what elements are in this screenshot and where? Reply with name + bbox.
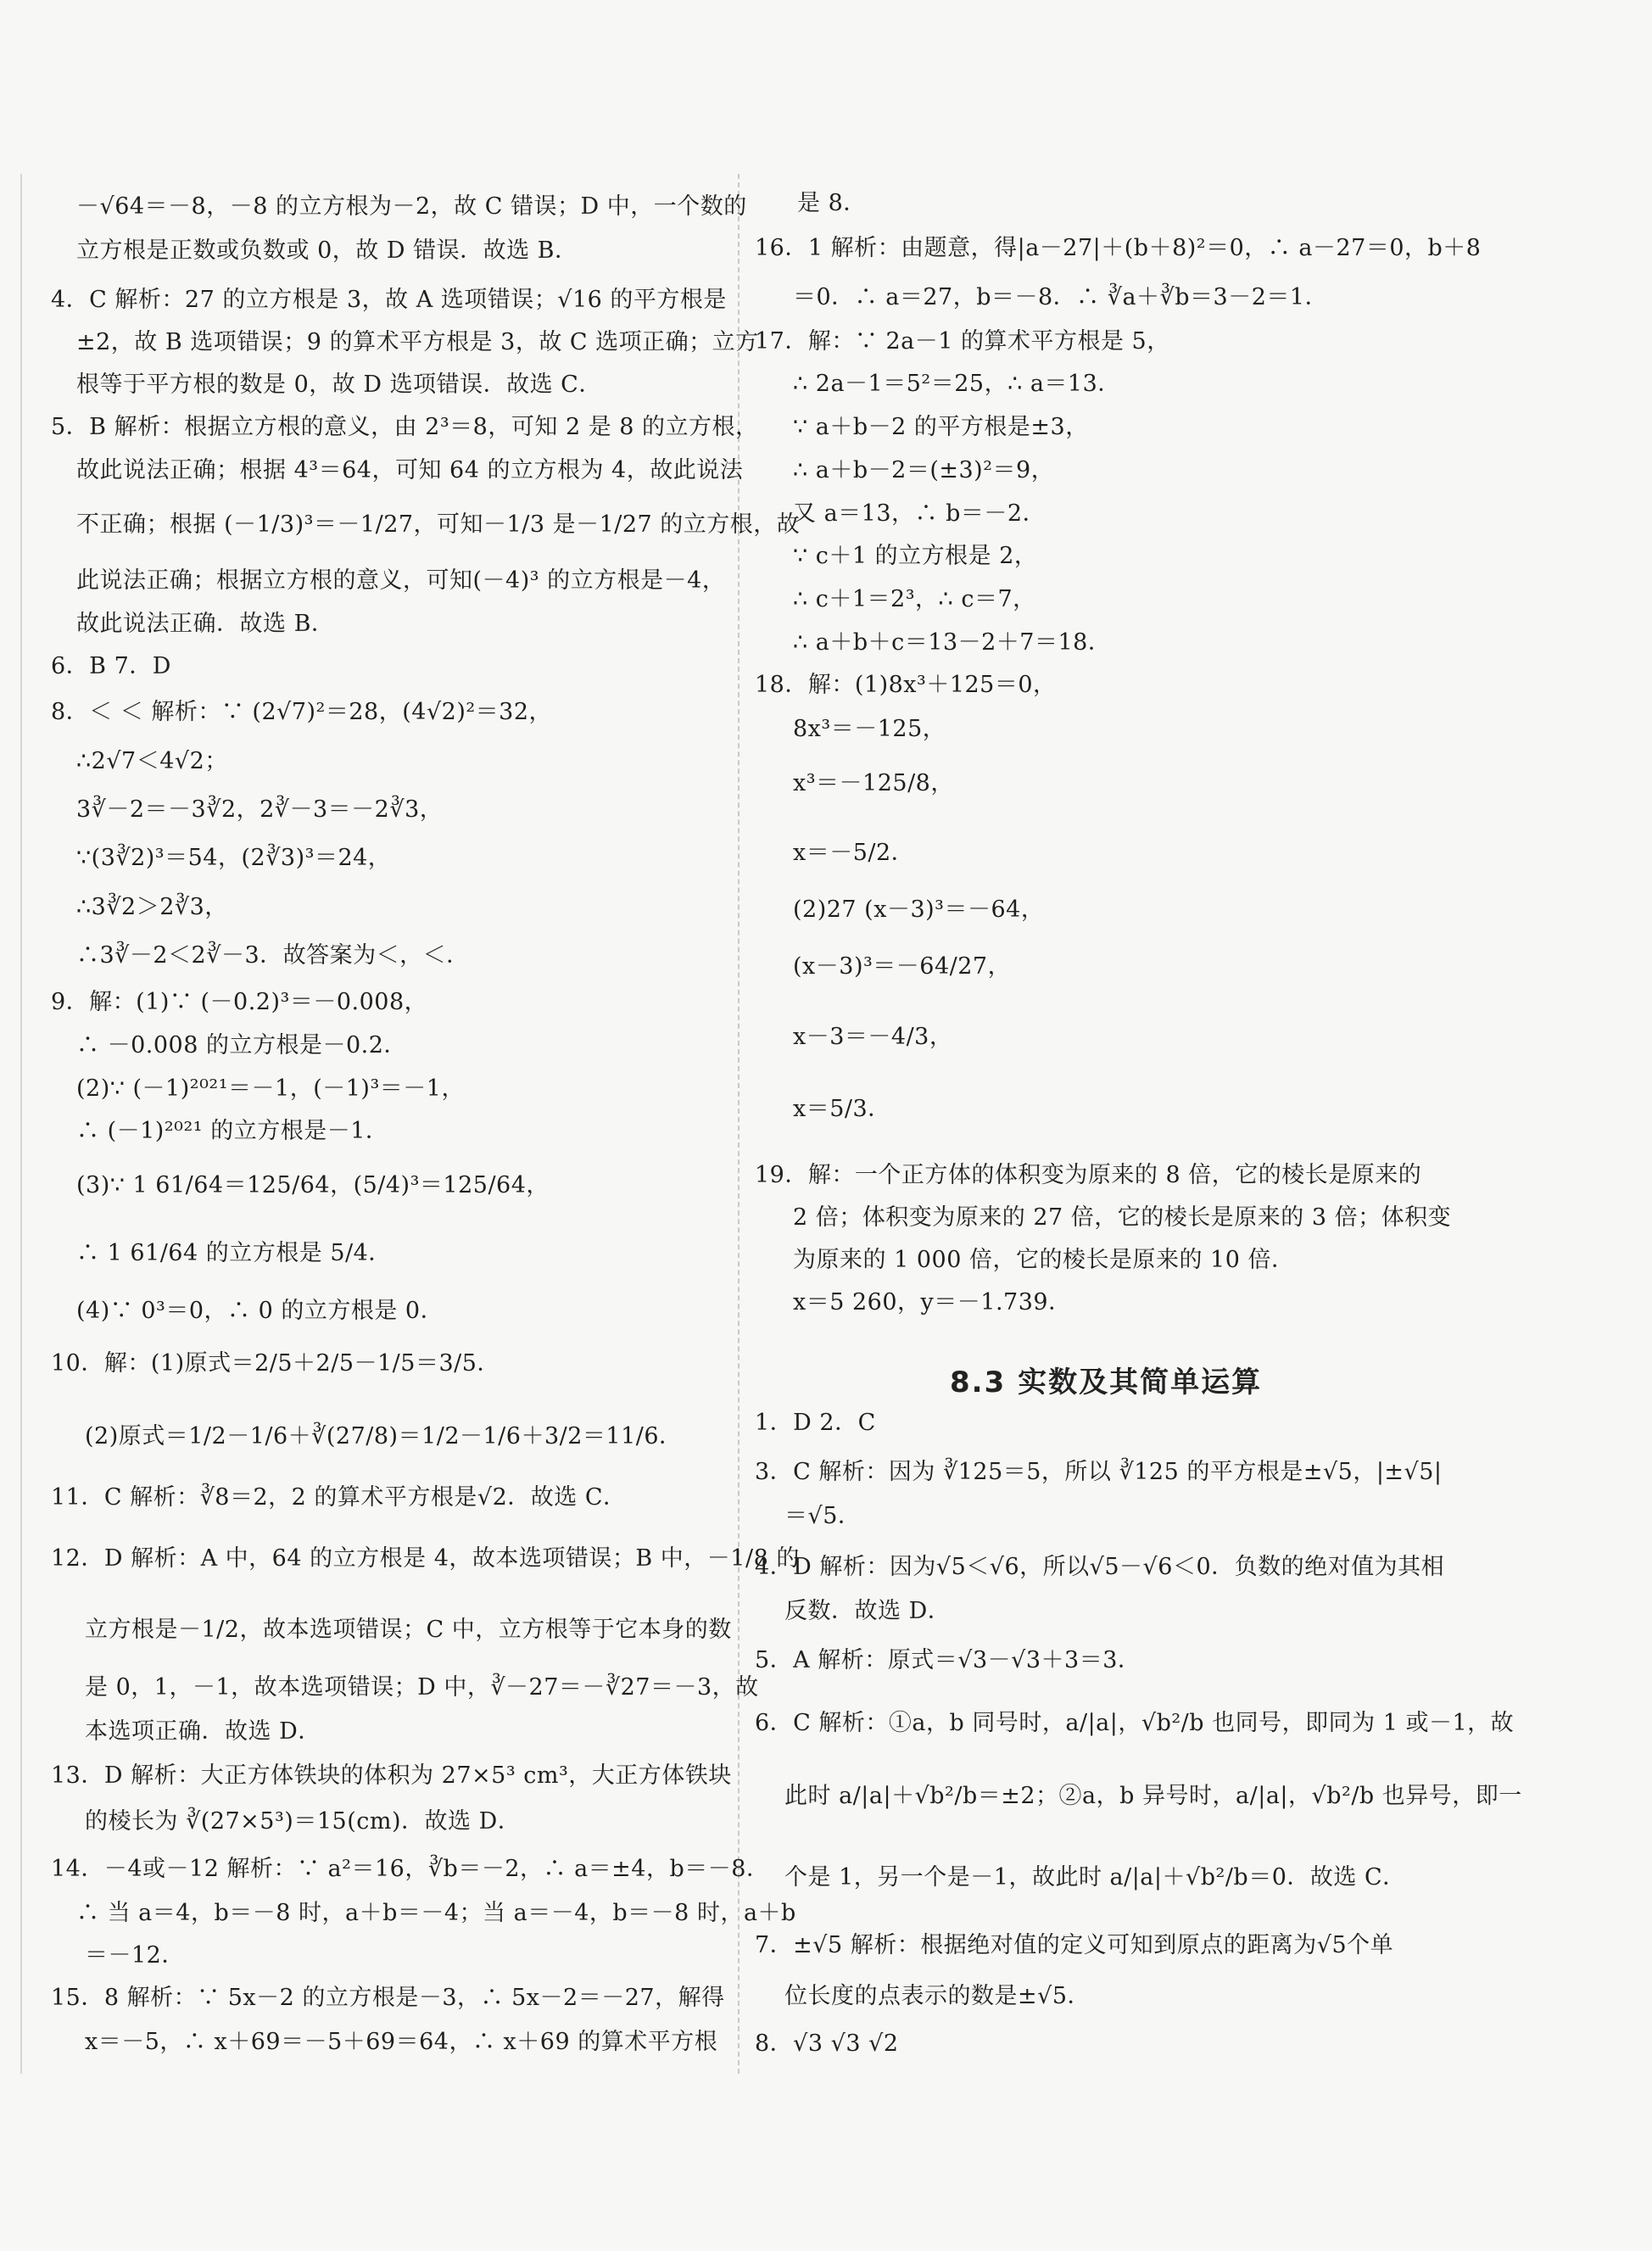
text-line: ∴ a＋b－2＝(±3)²＝9， <box>793 457 1055 483</box>
text-line: 19．解：一个正方体的体积变为原来的 8 倍，它的棱长是原来的 <box>755 1162 1422 1188</box>
text-line: ∴ (－1)²⁰²¹ 的立方根是－1． <box>76 1118 389 1144</box>
text-line: 8x³＝－125， <box>793 716 946 742</box>
text-line: 6．B 7．D <box>51 653 171 679</box>
text-line: ∵ a＋b－2 的平方根是±3， <box>793 414 1089 440</box>
text-line: 为原来的 1 000 倍，它的棱长是原来的 10 倍． <box>793 1247 1295 1273</box>
text-line: ∵(3∛2)³＝54，(2∛3)³＝24， <box>76 845 392 871</box>
text-line: 位长度的点表示的数是±√5． <box>784 1983 1091 2009</box>
text-line: ±2，故 B 选项错误；9 的算术平方根是 3，故 C 选项正确；立方 <box>76 329 759 355</box>
text-line: x＝5 260，y＝－1.739． <box>793 1289 1072 1315</box>
text-line: 8．√3 √3 √2 <box>755 2030 899 2057</box>
text-line: ∴ 当 a＝4，b＝－8 时，a＋b＝－4；当 a＝－4，b＝－8 时，a＋b <box>76 1900 796 1926</box>
text-line: (x－3)³＝－64/27， <box>793 953 1012 980</box>
text-line: 7．±√5 解析：根据绝对值的定义可知到原点的距离为√5个单 <box>755 1932 1394 1958</box>
text-line: 立方根是正数或负数或 0，故 D 错误．故选 B． <box>76 237 578 264</box>
text-line: (2)原式＝1/2－1/6＋∛(27/8)＝1/2－1/6＋3/2＝11/6． <box>85 1423 683 1449</box>
text-line: x＝－5/2． <box>793 840 915 866</box>
text-line: 立方根是－1/2，故本选项错误；C 中，立方根等于它本身的数 <box>85 1617 732 1643</box>
text-line: (2)27 (x－3)³＝－64， <box>793 896 1045 923</box>
text-line: ∴ a＋b＋c＝13－2＋7＝18． <box>793 629 1112 656</box>
text-line: 16．1 解析：由题意，得|a－27|＋(b＋8)²＝0，∴ a－27＝0，b＋8 <box>755 235 1482 261</box>
text-line: 13．D 解析：大正方体铁块的体积为 27×5³ cm³，大正方体铁块 <box>51 1762 732 1789</box>
text-line: ＝0．∴ a＝27，b＝－8．∴ ∛a＋∛b＝3－2＝1． <box>793 284 1329 310</box>
text-line: 12．D 解析：A 中，64 的立方根是 4，故本选项错误；B 中，－1/8 的 <box>51 1545 800 1572</box>
text-line: 6．C 解析：①a，b 同号时，a/|a|，√b²/b 也同号，即同为 1 或－1，故 <box>755 1710 1515 1736</box>
section-title: 8.3 实数及其简单运算 <box>950 1366 1263 1399</box>
text-line: (2)∵ (－1)²⁰²¹＝－1，(－1)³＝－1， <box>76 1075 465 1102</box>
text-line: x＝－5，∴ x＋69＝－5＋69＝64，∴ x＋69 的算术平方根 <box>85 2029 718 2055</box>
text-line: 根等于平方根的数是 0，故 D 选项错误．故选 C． <box>76 371 602 398</box>
text-line: 本选项正确．故选 D． <box>85 1718 321 1745</box>
text-line: (3)∵ 1 61/64＝125/64，(5/4)³＝125/64， <box>76 1172 550 1198</box>
text-line: 8．＜ ＜ 解析：∵ (2√7)²＝28，(4√2)²＝32， <box>51 699 553 725</box>
binding-edge-rule <box>20 174 22 2074</box>
text-line: 故此说法正确．故选 B． <box>76 611 335 637</box>
text-line: 2 倍；体积变为原来的 27 倍，它的棱长是原来的 3 倍；体积变 <box>793 1204 1452 1231</box>
text-line: 不正确；根据 (－1/3)³＝－1/27，可知－1/3 是－1/27 的立方根，故 <box>76 511 801 538</box>
text-line: ∴3∛2＞2∛3， <box>76 894 228 920</box>
text-line: ＝－12． <box>85 1942 185 1969</box>
text-line: 10．解：(1)原式＝2/5＋2/5－1/5＝3/5． <box>51 1350 500 1377</box>
text-line: x³＝－125/8， <box>793 770 954 796</box>
text-line: 3．C 解析：因为 ∛125＝5，所以 ∛125 的平方根是±√5，|±√5| <box>755 1459 1443 1485</box>
text-line: ∵ c＋1 的立方根是 2， <box>793 543 1038 569</box>
text-line: 17．解：∵ 2a－1 的算术平方根是 5， <box>755 328 1170 355</box>
text-line: ＝√5． <box>784 1503 862 1529</box>
text-line: 5．B 解析：根据立方根的意义，由 2³＝8，可知 2 是 8 的立方根， <box>51 414 759 440</box>
text-line: 3∛－2＝－3∛2，2∛－3＝－2∛3， <box>76 796 444 823</box>
text-line: ∴ c＋1＝2³，∴ c＝7， <box>793 586 1036 612</box>
text-line: ∴3∛－2＜2∛－3．故答案为＜，＜． <box>76 942 470 969</box>
text-line: x－3＝－4/3， <box>793 1024 953 1050</box>
text-line: ∴ 1 61/64 的立方根是 5/4． <box>76 1240 392 1266</box>
text-line: (4)∵ 0³＝0，∴ 0 的立方根是 0． <box>76 1298 444 1324</box>
text-line: 15．8 解析：∵ 5x－2 的立方根是－3，∴ 5x－2＝－27，解得 <box>51 1985 725 2011</box>
text-line: 又 a＝13，∴ b＝－2． <box>793 500 1046 527</box>
text-line: x＝5/3． <box>793 1096 891 1122</box>
text-line: 个是 1，另一个是－1，故此时 a/|a|＋√b²/b＝0．故选 C． <box>784 1864 1406 1891</box>
text-line: 1．D 2．C <box>755 1410 876 1436</box>
text-line: 11．C 解析：∛8＝2，2 的算术平方根是√2．故选 C． <box>51 1484 627 1511</box>
text-line: 4．C 解析：27 的立方根是 3，故 A 选项错误；√16 的平方根是 <box>51 287 727 313</box>
text-line: ∴2√7＜4√2； <box>76 748 228 774</box>
text-line: －√64＝－8，－8 的立方根为－2，故 C 错误；D 中，一个数的 <box>76 193 747 220</box>
text-line: 此说法正确；根据立方根的意义，可知(－4)³ 的立方根是－4， <box>76 567 726 594</box>
text-line: 9．解：(1)∵ (－0.2)³＝－0.008， <box>51 989 428 1015</box>
text-line: 此时 a/|a|＋√b²/b＝±2；②a，b 异号时，a/|a|，√b²/b 也异号，即一 <box>784 1783 1522 1809</box>
text-line: 是 0，1，－1，故本选项错误；D 中，∛－27＝－∛27＝－3，故 <box>85 1674 759 1701</box>
text-line: 的棱长为 ∛(27×5³)＝15(cm)．故选 D． <box>85 1808 522 1835</box>
text-line: 故此说法正确；根据 4³＝64，可知 64 的立方根为 4，故此说法 <box>76 457 744 483</box>
text-line: 5．A 解析：原式＝√3－√3＋3＝3． <box>755 1647 1141 1673</box>
text-line: 4．D 解析：因为√5＜√6，所以√5－√6＜0．负数的绝对值为其相 <box>755 1554 1445 1580</box>
text-line: 反数．故选 D． <box>784 1598 952 1624</box>
text-line: ∴ 2a－1＝5²＝25，∴ a＝13． <box>793 371 1121 397</box>
text-line: 18．解：(1)8x³＋125＝0， <box>755 672 1057 698</box>
text-line: 14．－4或－12 解析：∵ a²＝16，∛b＝－2，∴ a＝±4，b＝－8． <box>51 1856 770 1882</box>
text-line: 是 8． <box>797 190 867 216</box>
text-line: ∴ －0.008 的立方根是－0.2． <box>76 1032 407 1058</box>
